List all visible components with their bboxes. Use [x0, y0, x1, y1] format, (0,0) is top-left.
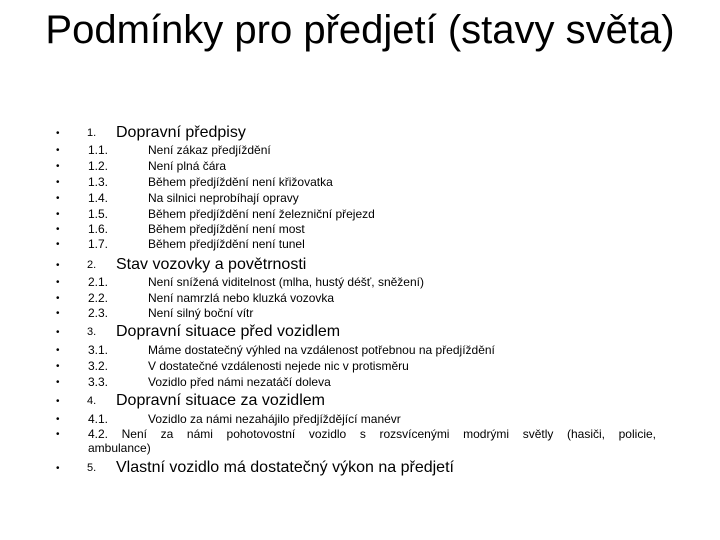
item-text-continuation: ambulance): [88, 441, 151, 455]
item-number: 2.2.: [88, 291, 109, 305]
item-text: Není plná čára: [148, 159, 227, 173]
section-heading: Dopravní situace za vozidlem: [116, 392, 325, 409]
bullet: •: [56, 377, 60, 388]
bullet: •: [56, 345, 60, 356]
item-number: 1.4.: [88, 191, 109, 205]
item-text: Není namrzlá nebo kluzká vozovka: [148, 291, 335, 305]
item-number: 3.1.: [88, 343, 109, 357]
section-number: 1.: [87, 127, 97, 139]
section-number: 3.: [87, 326, 97, 338]
item-number: 4.1.: [88, 412, 109, 426]
item-text: Není za námi pohotovostní vozidlo s rozsvícenými modrými světly (hasiči, policie,: [121, 427, 656, 441]
item-text: Není zákaz předjíždění: [148, 143, 271, 157]
item-text: Na silnici neprobíhají opravy: [148, 191, 299, 205]
item-number: 1.7.: [88, 237, 109, 251]
bullet: •: [56, 209, 60, 220]
bullet: •: [56, 239, 60, 250]
item-text: Během předjíždění není tunel: [148, 237, 305, 251]
section-heading: Dopravní situace před vozidlem: [116, 323, 341, 340]
section-heading: Vlastní vozidlo má dostatečný výkon na předjetí: [116, 459, 454, 476]
item-number: 4.2.: [88, 427, 109, 441]
bullet: •: [56, 224, 60, 235]
item-text: Není silný boční vítr: [148, 306, 254, 320]
item-text: Není snížená viditelnost (mlha, hustý déšť, sněžení): [148, 275, 424, 289]
bullet: •: [56, 177, 60, 188]
bullet: •: [56, 429, 60, 440]
bullet: •: [56, 361, 60, 372]
item-number: 1.6.: [88, 222, 109, 236]
bullet: •: [56, 145, 60, 156]
item-text: Vozidlo za námi nezahájilo předjíždějící manévr: [148, 412, 401, 426]
section-number: 5.: [87, 462, 97, 474]
bullet: •: [56, 308, 60, 319]
slide-title: Podmínky pro předjetí (stavy světa): [45, 8, 675, 52]
section-heading: Dopravní předpisy: [116, 124, 246, 141]
item-number: 1.2.: [88, 159, 109, 173]
item-text-justified: [88, 427, 656, 441]
bullet: •: [56, 260, 60, 271]
bullet: •: [56, 463, 60, 474]
bullet: •: [56, 414, 60, 425]
item-text: Během předjíždění není železniční přejezd: [148, 207, 375, 221]
section-heading: Stav vozovky a povětrnosti: [116, 256, 307, 273]
bullet: •: [56, 327, 60, 338]
item-text: Během předjíždění není most: [148, 222, 305, 236]
item-number: 1.3.: [88, 175, 109, 189]
section-number: 4.: [87, 395, 97, 407]
item-text: Během předjíždění není křižovatka: [148, 175, 333, 189]
bullet: •: [56, 277, 60, 288]
item-number: 1.1.: [88, 143, 109, 157]
item-text: V dostatečné vzdálenosti nejede nic v protisměru: [148, 359, 409, 373]
bullet: •: [56, 193, 60, 204]
bullet: •: [56, 396, 60, 407]
item-number: 2.1.: [88, 275, 109, 289]
item-text: Vozidlo před námi nezatáčí doleva: [148, 375, 331, 389]
section-number: 2.: [87, 259, 97, 271]
item-number: 3.2.: [88, 359, 109, 373]
item-text: Máme dostatečný výhled na vzdálenost potřebnou na předjíždění: [148, 343, 495, 357]
bullet: •: [56, 293, 60, 304]
item-number: 3.3.: [88, 375, 109, 389]
bullet: •: [56, 128, 60, 139]
bullet: •: [56, 161, 60, 172]
item-number: 2.3.: [88, 306, 109, 320]
item-number: 1.5.: [88, 207, 109, 221]
